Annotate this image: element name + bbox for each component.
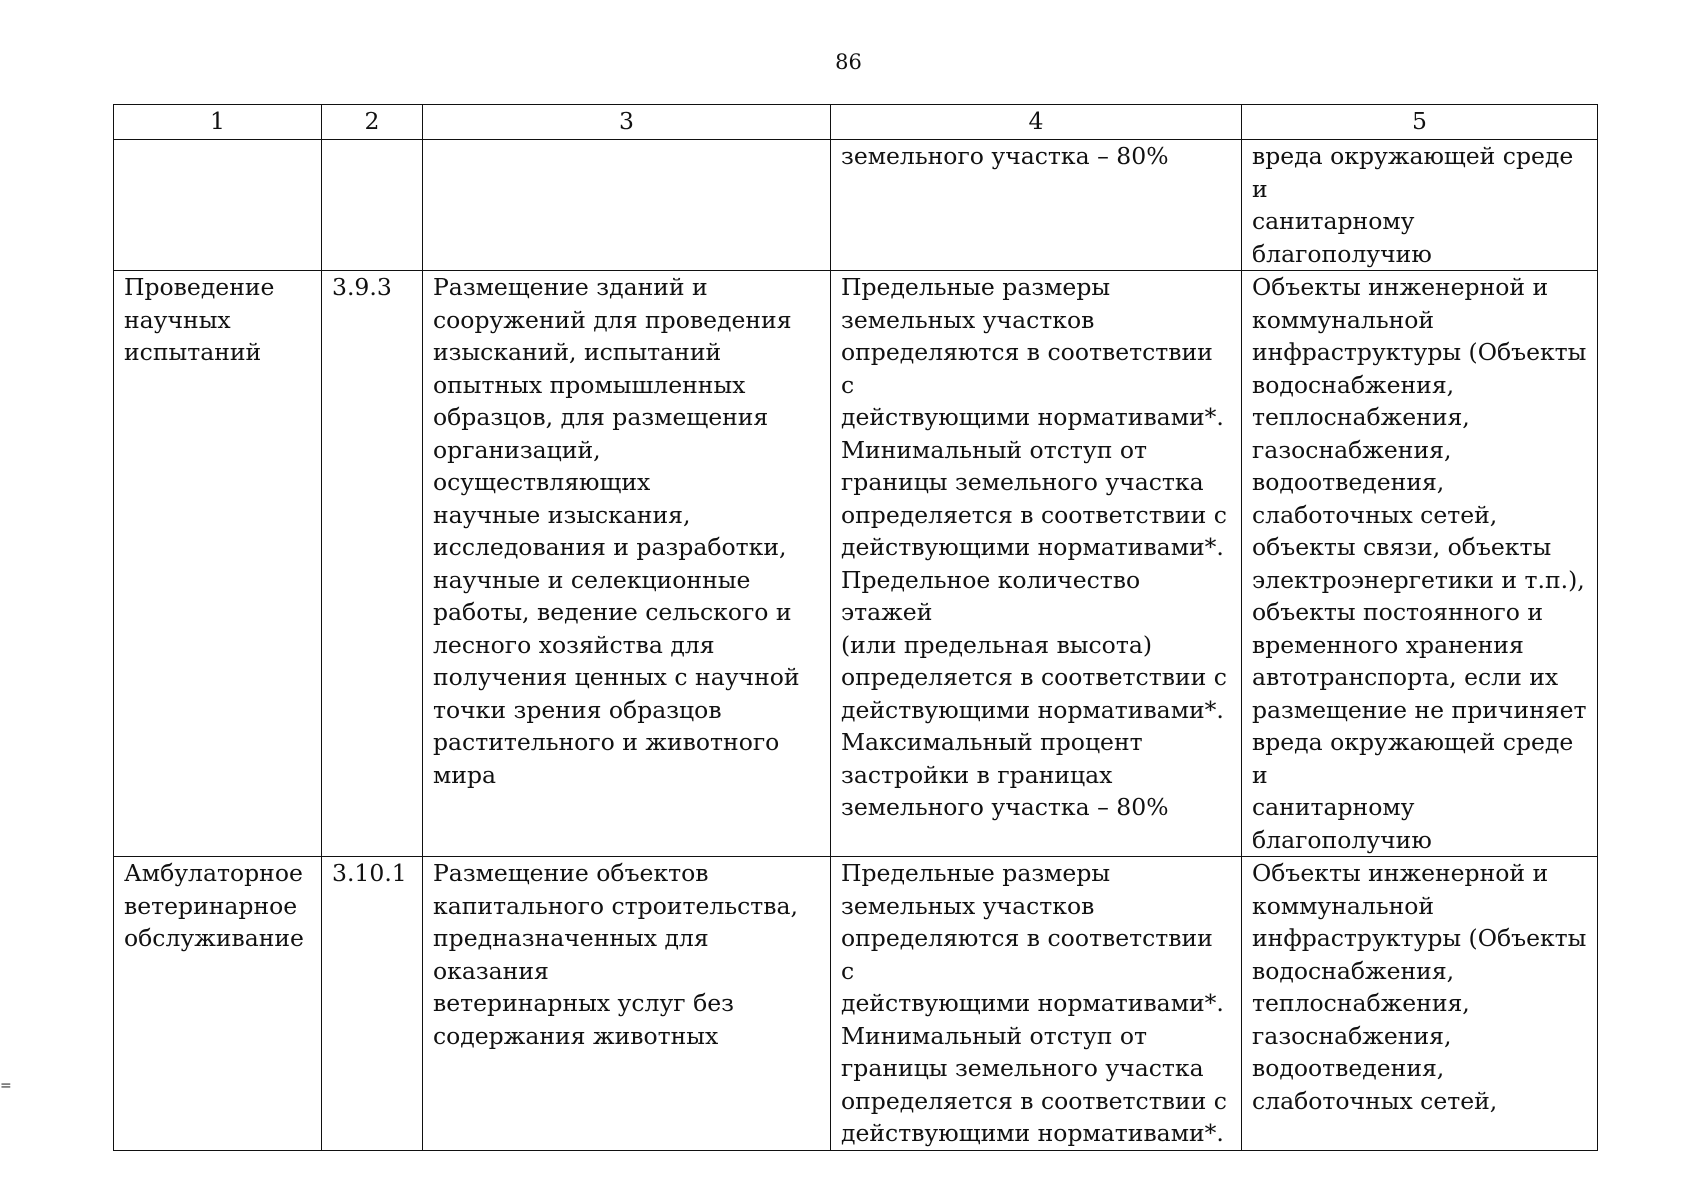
table-row [114, 857, 1598, 1151]
auxiliary-uses-cell: Объекты инженерной и коммунальной инфраструктуры (Объекты водоснабжения, теплоснабжения, газоснабжения, водоотведения, слаботочных сетей, [1242, 857, 1598, 1151]
column-header-2: 2 [322, 105, 423, 140]
page-number: 86 [835, 50, 862, 74]
auxiliary-uses-cell: вреда окружающей среде и санитарному благополучию [1242, 140, 1598, 271]
use-name-cell: Проведение научных испытаний [114, 271, 322, 857]
use-parameters-cell: земельного участка – 80% [831, 140, 1242, 271]
table-row [114, 271, 1598, 857]
table-header-row [114, 105, 1598, 140]
auxiliary-uses-cell: Объекты инженерной и коммунальной инфраструктуры (Объекты водоснабжения, теплоснабжения, газоснабжения, водоотведения, слаботочных сетей, объекты связи, объекты электроэнергетики и т.п.), объекты постоянного и временного хранения автотранспорта, если их размещение не причиняет вреда окружающей среде и санитарному благополучию [1242, 271, 1598, 857]
use-code-cell [322, 140, 423, 271]
table-row [114, 140, 1598, 271]
use-name-cell [114, 140, 322, 271]
use-name-cell: Амбулаторное ветеринарное обслуживание [114, 857, 322, 1151]
use-description-cell: Размещение объектов капитального строительства, предназначенных для оказания ветеринарных услуг без содержания животных [423, 857, 831, 1151]
use-parameters-cell: Предельные размеры земельных участков определяются в соответствии с действующими нормативами*. Минимальный отступ от границы земельного участка определяется в соответствии с действующими нормативами*. Предельное количество этажей (или предельная высота) определяется в соответствии с действующими нормативами*. Максимальный процент застройки в границах земельного участка – 80% [831, 271, 1242, 857]
use-code-cell: 3.10.1 [322, 857, 423, 1151]
column-header-1: 1 [114, 105, 322, 140]
use-parameters-cell: Предельные размеры земельных участков определяются в соответствии с действующими нормативами*. Минимальный отступ от границы земельного участка определяется в соответствии с действующими нормативами*. [831, 857, 1242, 1151]
column-header-3: 3 [423, 105, 831, 140]
use-description-cell [423, 140, 831, 271]
column-header-5: 5 [1242, 105, 1598, 140]
land-use-table [113, 104, 1598, 1151]
scan-edge-mark: = [0, 1078, 12, 1094]
use-code-cell: 3.9.3 [322, 271, 423, 857]
use-description-cell: Размещение зданий и сооружений для проведения изысканий, испытаний опытных промышленных образцов, для размещения организаций, осуществляющих научные изыскания, исследования и разработки, научные и селекционные работы, ведение сельского и лесного хозяйства для получения ценных с научной точки зрения образцов растительного и животного мира [423, 271, 831, 857]
column-header-4: 4 [831, 105, 1242, 140]
